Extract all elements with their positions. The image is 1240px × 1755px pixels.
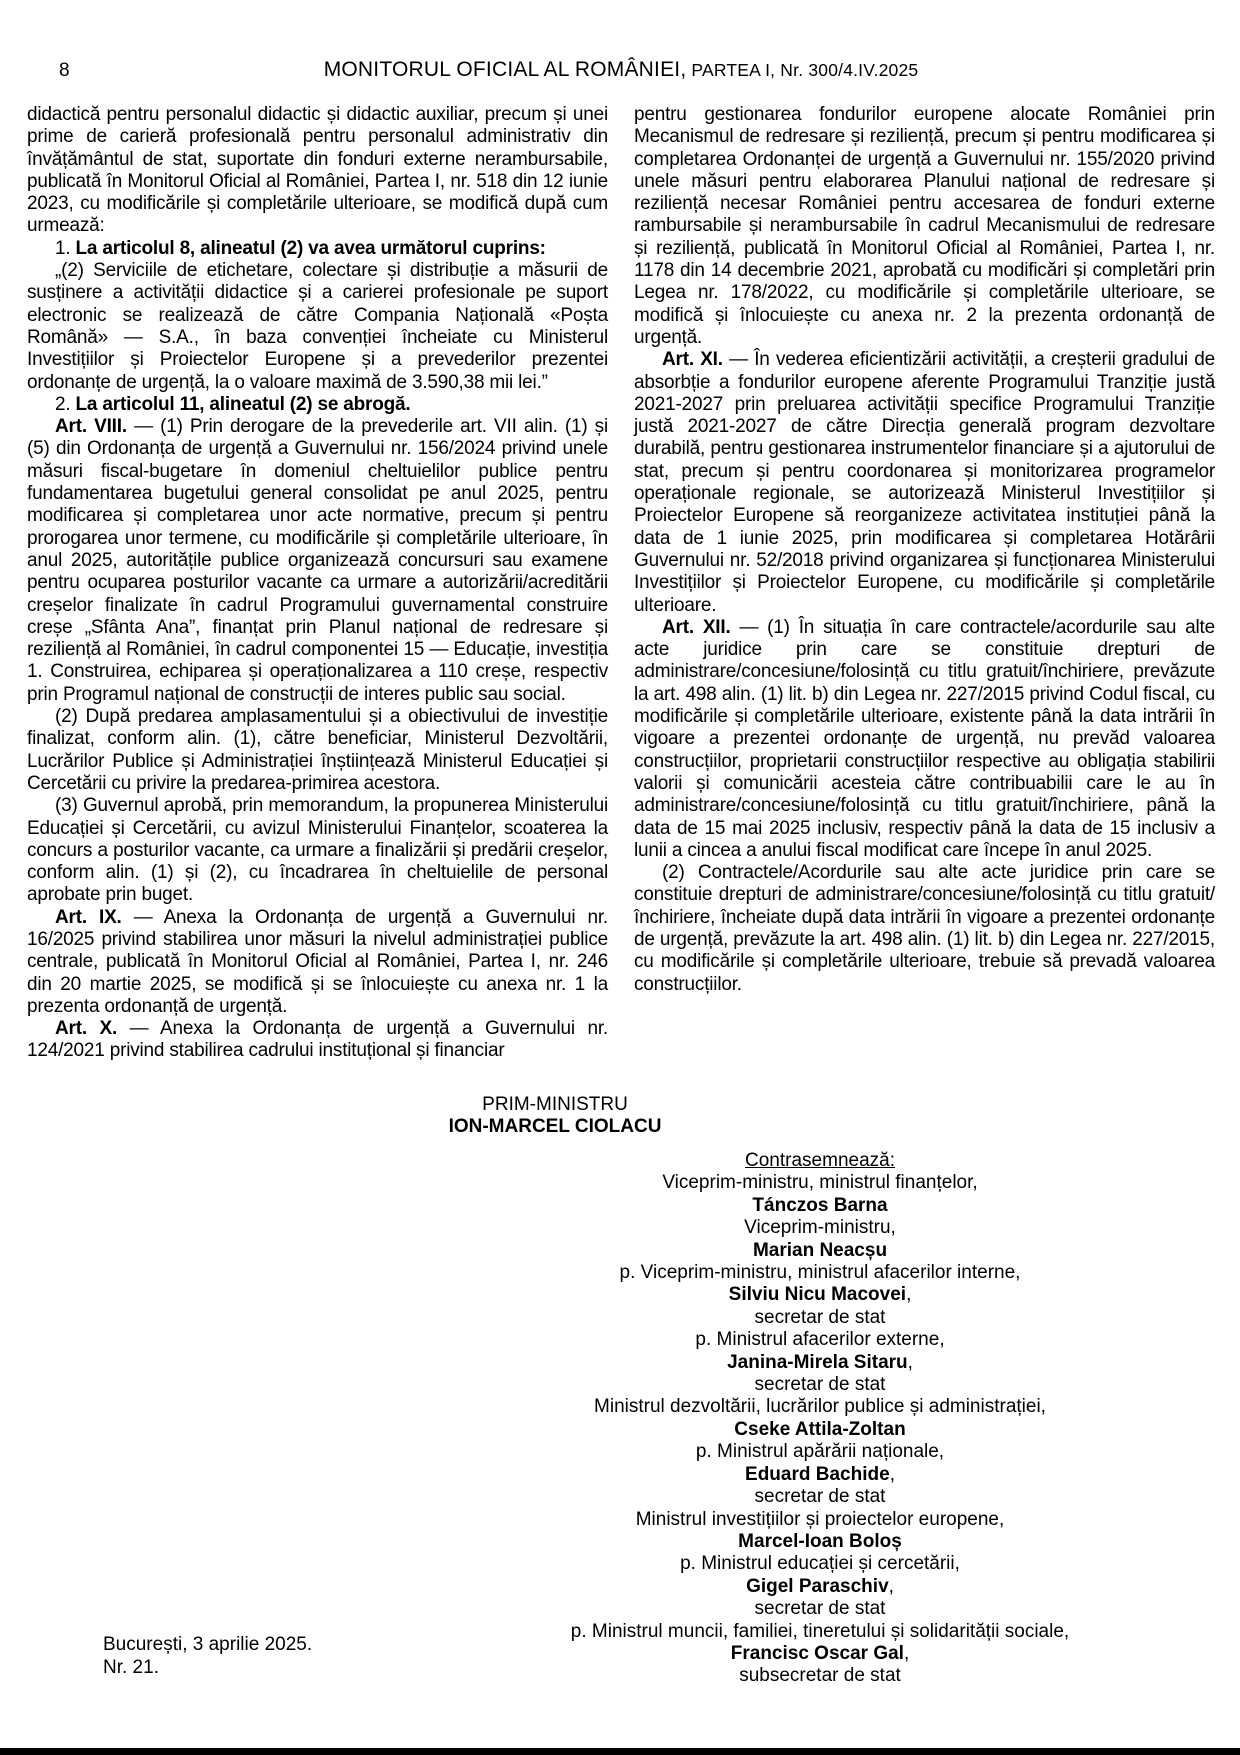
- bold-text-run: Art. XII.: [662, 616, 731, 638]
- minister-name: [400, 1195, 1240, 1217]
- minister-name-suffix: ,: [907, 1351, 913, 1373]
- paragraph: [27, 260, 608, 394]
- minister-name: [400, 1643, 1240, 1665]
- text-run: — Anexa la Ordonanța de urgență a Guvernului nr. 16/2025 privind stabilirea unor măsuri la nivelul administrației publice centrale, publicată în Monitorul Oficial al României, Partea I, nr. 246 din 20 martie 2025, se modifică și se înlocuiește cu anexa nr. 1 la prezenta ordonanță de urgență.: [27, 906, 608, 1017]
- minister-name-text: Eduard Bachide: [745, 1463, 890, 1485]
- minister-name-text: Cseke Attila-Zoltan: [734, 1418, 906, 1440]
- minister-position: secretar de stat: [754, 1486, 886, 1508]
- minister-name-text: Janina-Mirela Sitaru: [727, 1351, 908, 1373]
- gazette-title-part: PARTEA I, Nr. 300/4.IV.2025: [686, 60, 919, 80]
- minister-role: p. Ministrul muncii, familiei, tineretului și solidarității sociale,: [570, 1620, 1070, 1642]
- minister-role: Ministrul investițiilor și proiectelor europene,: [635, 1508, 1005, 1530]
- countersign-heading: Contrasemnează:: [745, 1150, 895, 1171]
- bold-text-run: Art. X.: [55, 1018, 118, 1040]
- page-number: 8: [59, 60, 70, 81]
- prime-minister-block: [0, 1094, 1110, 1139]
- bold-text-run: Art. VIII.: [55, 416, 127, 438]
- text-run: — (1) În situația în care contractele/acordurile sau alte acte juridice prin care se constituie drepturi de administrare/concesiune/folosință cu titlu gratuit/închiriere, prevăzute la art. 498 alin. (1) lit. b) din Legea nr. 227/2015 privind Codul fiscal, cu modificările și completările ulterioare, existente până la data intrării în vigoare a prezentei ordonanțe de urgență, nu prevăd valoarea construcțiilor, proprietarii construcțiilor respective au obligația stabilirii valorii și comunicării acesteia către contribuabilii care le au în administrare/concesiune/folosință cu titlu gratuit/închiriere, până la data de 15 mai 2025 inclusiv, respectiv până la data de 15 inclusiv a lunii a cincea a anului fiscal modificat care începe în anul 2025.: [634, 616, 1215, 861]
- paragraph: [27, 416, 608, 706]
- minister-name-text: Marian Neacșu: [752, 1239, 888, 1261]
- minister-role: p. Ministrul apărării naționale,: [695, 1441, 945, 1463]
- bold-text-run: La articolul 11, alineatul (2) se abrogă.: [75, 393, 411, 415]
- gazette-title: MONITORUL OFICIAL AL ROMÂNIEI,: [323, 58, 687, 81]
- text-run: pentru gestionarea fondurilor europene alocate României prin Mecanismul de redresare și reziliență, precum și pentru modificarea și completarea Ordonanței de urgență a Guvernului nr. 155/2020 privind unele măsuri pentru elaborarea Planului național de redresare și reziliență necesar României pentru accesarea de fonduri externe rambursabile și nerambursabile în cadrul Mecanismului de redresare și reziliență, publicată în Monitorul Oficial al României, Partea I, nr. 1178 din 14 decembrie 2021, aprobată cu modificări și completări prin Legea nr. 178/2022, cu modificările și completările ulterioare, se modifică și înlocuiește cu anexa nr. 2 la prezenta ordonanță de urgență.: [634, 104, 1215, 348]
- minister-name-suffix: ,: [903, 1642, 910, 1664]
- minister-role: Viceprim-ministru,: [744, 1217, 896, 1239]
- minister-name: [400, 1240, 1240, 1262]
- text-run: „(2) Serviciile de etichetare, colectare și distribuție a măsurii de susținere a activității didactice și a carierei profesionale pe suport electronic se realizează de către Compania Națională «Poșta Română» — S.A., în baza convenției încheiate cu Ministerul Investițiilor și Proiectelor Europene și a prevederilor prezentei ordonanțe de urgență, la o valoare maximă de 3.590,38 mii lei.”: [27, 260, 608, 393]
- minister-name: [400, 1464, 1240, 1486]
- text-run: — În vederea eficientizării activității, a creșterii gradului de absorbție a fondurilor europene aferente Programului Tranziție justă 2021-2027 prin preluarea activității specifice Programului Tranziție justă 2021-2027 de către Direcția generală program dezvoltare durabilă, pentru gestionarea instrumentelor financiare și a ajutorului de stat, precum și pentru coordonarea și monitorizarea programelor operaționale regionale, se autorizează Ministerul Investițiilor și Proiectelor Europene să reorganizeze activitatea instituției până la data de 1 iunie 2025, prin modificarea și completarea Hotărârii Guvernului nr. 52/2018 privind organizarea și funcționarea Ministerului Investițiilor și Proiectelor Europene, cu modificările și completările ulterioare.: [634, 349, 1215, 616]
- paragraph: [634, 617, 1215, 862]
- pm-title: PRIM-MINISTRU: [482, 1094, 628, 1115]
- minister-position: subsecretar de stat: [739, 1665, 901, 1687]
- minister-position: secretar de stat: [754, 1598, 886, 1620]
- minister-name: [400, 1531, 1240, 1553]
- column-right: [634, 104, 1215, 1063]
- text-run: didactică pentru personalul didactic și didactic auxiliar, precum și unei prime de carieră profesională pentru personalul administrativ din învățământul de stat, suportate din fonduri externe nerambursabile, publicată în Monitorul Oficial al României, Partea I, nr. 518 din 12 iunie 2023, cu modificările și completările ulterioare, se modifică după cum urmează:: [27, 104, 608, 237]
- minister-name: [400, 1419, 1240, 1441]
- minister-role: p. Viceprim-ministru, ministrul afacerilor interne,: [619, 1262, 1021, 1284]
- countersign-list: [400, 1172, 1240, 1687]
- countersign-block: [400, 1150, 1240, 1688]
- page-bottom-edge: [0, 1748, 1240, 1755]
- paragraph: [634, 104, 1215, 349]
- page-header: [27, 58, 1215, 82]
- paragraph: [27, 238, 608, 260]
- text-run: (2) După predarea amplasamentului și a obiectivului de investiție finalizat, conform alin. (1), către beneficiar, Ministerul Dezvoltării, Lucrărilor Publice și Administrației înștiințează Ministerul Educației și Cercetării cu privire la predarea-primirea acestora.: [27, 706, 608, 794]
- text-run: 1.: [55, 237, 76, 259]
- paragraph: [27, 706, 608, 795]
- minister-position: secretar de stat: [754, 1374, 886, 1396]
- minister-role: Viceprim-ministru, ministrul finanțelor,: [662, 1172, 978, 1194]
- paragraph: [634, 349, 1215, 617]
- minister-position: secretar de stat: [754, 1306, 886, 1328]
- paragraph: [27, 795, 608, 906]
- paragraph: [27, 104, 608, 238]
- paragraph: [27, 907, 608, 1018]
- article-body: [27, 104, 1215, 1063]
- minister-name: [400, 1576, 1240, 1598]
- minister-name-text: Tánczos Barna: [752, 1194, 888, 1216]
- pm-name: ION-MARCEL CIOLACU: [448, 1116, 662, 1138]
- minister-role: p. Ministrul afacerilor externe,: [695, 1329, 945, 1351]
- text-run: (2) Contractele/Acordurile sau alte acte juridice prin care se constituie drepturi de administrare/concesiune/folosință cu titlu gratuit/închiriere, încheiate după data intrării în vigoare a prezentei ordonanțe de urgență, prevăzute la art. 498 alin. (1) lit. b) din Legea nr. 227/2015, cu modificările și completările ulterioare, trebuie să prevadă valoarea construcțiilor.: [634, 862, 1215, 995]
- text-run: — Anexa la Ordonanța de urgență a Guvernului nr. 124/2021 privind stabilirea cadrului instituțional și financiar: [27, 1018, 608, 1062]
- minister-name: [400, 1284, 1240, 1306]
- place-date-line: București, 3 aprilie 2025.: [103, 1634, 313, 1655]
- minister-role: p. Ministrul educației și cercetării,: [680, 1553, 960, 1575]
- text-run: — (1) Prin derogare de la prevederile art. VII alin. (1) și (5) din Ordonanța de urgență a Guvernului nr. 156/2024 privind unele măsuri fiscal-bugetare în domeniul cheltuielilor publice pentru fundamentarea bugetului general consolidat pe anul 2025, pentru modificarea și completarea unor acte normative, precum și pentru prorogarea unor termene, cu modificările și completările ulterioare, în anul 2025, autoritățile publice organizează concursuri sau examene pentru ocuparea posturilor vacante ca urmare a autorizării/acreditării creșelor finalizate în cadrul Programului guvernamental construire creșe „Sfânta Ana”, finanțat prin Planul național de redresare și reziliență al României, în cadrul componentei 15 — Educație, investiția 1. Construirea, echiparea și operaționalizarea a 110 creșe, respectiv prin Programul național de construcții de interes public sau social.: [27, 416, 609, 705]
- minister-name-text: Marcel-Ioan Boloș: [738, 1530, 902, 1552]
- minister-role: Ministrul dezvoltării, lucrărilor publice și administrației,: [594, 1396, 1046, 1418]
- act-number-line: Nr. 21.: [103, 1656, 159, 1678]
- paragraph: [634, 862, 1215, 996]
- text-run: 2.: [55, 393, 76, 415]
- bold-text-run: Art. XI.: [662, 349, 723, 371]
- minister-name-suffix: ,: [889, 1463, 895, 1485]
- text-run: (3) Guvernul aprobă, prin memorandum, la propunerea Ministerului Educației și Cercetării, cu avizul Ministerului Finanțelor, scoaterea la concurs a posturilor vacante, ca urmare a finalizării și predării creșelor, conform alin. (1) și (2), cu încadrarea în cheltuielile de personal aprobate prin buget.: [27, 795, 608, 906]
- minister-name-text: Francisc Oscar Gal: [730, 1642, 904, 1664]
- column-left: [27, 104, 608, 1063]
- minister-name-text: Silviu Nicu Macovei: [728, 1284, 907, 1306]
- paragraph: [27, 1018, 608, 1063]
- bold-text-run: La articolul 8, alineatul (2) va avea următorul cuprins:: [75, 237, 546, 259]
- bold-text-run: Art. IX.: [55, 906, 122, 928]
- issue-footer: [103, 1634, 312, 1679]
- paragraph: [27, 394, 608, 416]
- minister-name-suffix: ,: [888, 1575, 894, 1597]
- minister-name: [400, 1352, 1240, 1374]
- minister-name-suffix: ,: [906, 1284, 912, 1306]
- minister-name-text: Gigel Paraschiv: [746, 1575, 889, 1597]
